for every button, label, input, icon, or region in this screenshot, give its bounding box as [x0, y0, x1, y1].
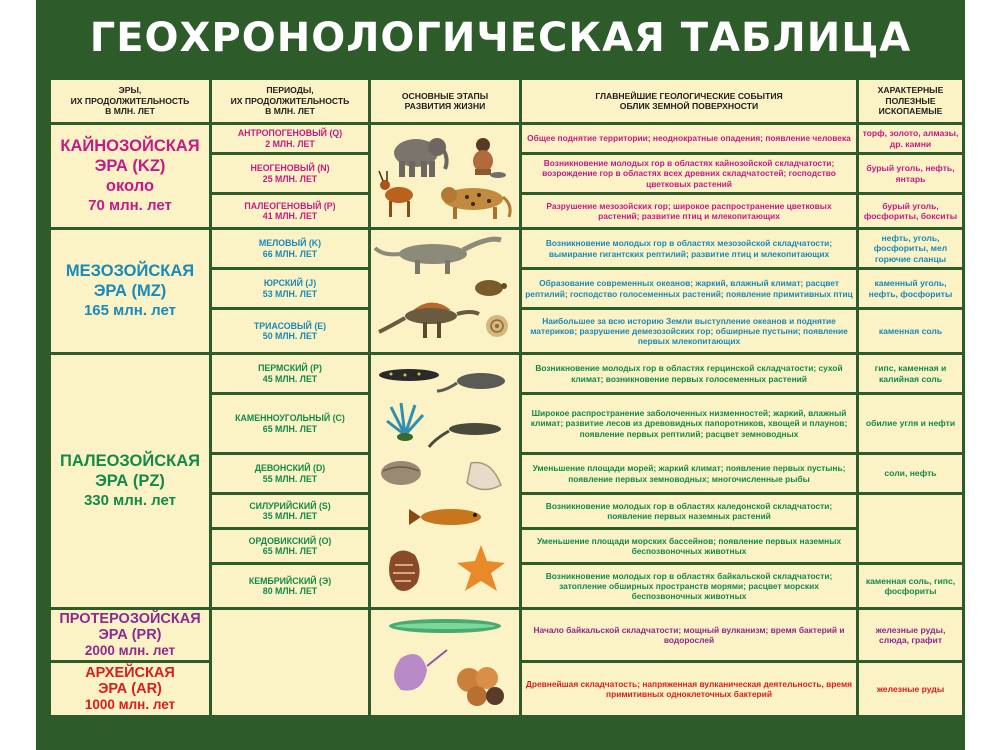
era-name: КАЙНОЗОЙСКАЯ	[60, 137, 200, 155]
event-jurassic	[522, 270, 856, 307]
period-duration: 35 МЛН. ЛЕТ	[262, 511, 318, 521]
minerals-archean	[859, 663, 962, 715]
event-text: Широкое распространение заболоченных низменностей; жаркий, влажный климат; развитие лесов из древовидных папоротников, хвощей и плаунов; появление первых рептилий; расцвет земноводных	[530, 408, 848, 439]
minerals-cretaceous	[859, 230, 962, 267]
period-duration: 55 МЛН. ЛЕТ	[262, 473, 318, 484]
period-duration: 50 МЛН. ЛЕТ	[262, 331, 318, 341]
era-code: ЭРА (PR)	[98, 627, 162, 643]
era-code: ЭРА (KZ)	[94, 157, 166, 175]
period-duration: 65 МЛН. ЛЕТ	[262, 546, 318, 556]
life-cenozoic-illustration	[371, 125, 519, 227]
life-precambrian-illustration	[371, 610, 519, 715]
period-duration: 25 МЛН. ЛЕТ	[262, 173, 318, 184]
era-archean	[51, 663, 209, 715]
starfish-icon	[457, 545, 505, 591]
sauropod-icon	[375, 239, 501, 274]
minerals-text: торф, золото, алмазы, др. камни	[862, 128, 959, 149]
header-minerals-text: ХАРАКТЕРНЫЕ ПОЛЕЗНЫЕ ИСКОПАЕМЫЕ	[877, 85, 944, 117]
event-text: Древнейшая складчатость; напряженная вулканическая деятельность, время примитивных одноклеточных бактерий	[525, 678, 853, 699]
era-duration: 330 млн. лет	[83, 492, 177, 509]
period-name: ОРДОВИКСКИЙ (O)	[248, 535, 332, 546]
period-name: ПЕРМСКИЙ (P)	[258, 363, 322, 373]
event-text: Разрушение мезозойских гор; широкое распространение цветковых растений; развитие птиц и млекопитающих	[546, 200, 832, 221]
period-paleogene	[212, 195, 368, 227]
event-silurian	[522, 495, 856, 527]
header-minerals	[859, 80, 962, 122]
minerals-text: каменная соль, гипс, фосфориты	[865, 575, 956, 596]
era-duration: 2000 млн. лет	[84, 643, 176, 658]
event-anthropogene	[522, 125, 856, 152]
minerals-cambrian	[859, 565, 962, 607]
period-name: ЮРСКИЙ (J)	[263, 278, 317, 288]
minerals-text: каменная соль	[878, 325, 943, 336]
minerals-neogene	[859, 155, 962, 192]
era-duration: 70 млн. лет	[88, 197, 172, 214]
minerals-text: нефть, уголь, фосфориты, мел горючие сланцы	[873, 232, 948, 264]
event-cretaceous	[522, 230, 856, 267]
era-code: ЭРА (MZ)	[93, 282, 167, 300]
event-text: Уменьшение площади морских бассейнов; появление первых наземных беспозвоночных животных	[536, 535, 842, 556]
minerals-permian	[859, 355, 962, 392]
header-events	[522, 80, 856, 122]
period-anthropogene	[212, 125, 368, 152]
brachiopod-icon	[381, 461, 421, 485]
period-duration: 65 МЛН. ЛЕТ	[262, 423, 318, 434]
elephant-icon	[394, 138, 447, 177]
minerals-anthropogene	[859, 125, 962, 152]
spinosaurus-icon	[379, 302, 479, 338]
period-duration: 45 МЛН. ЛЕТ	[262, 373, 318, 384]
header-events-text: ГЛАВНЕЙШИЕ ГЕОЛОГИЧЕСКИЕ СОБЫТИЯ ОБЛИК ЗЕМНОЙ ПОВЕРХНОСТИ	[595, 90, 783, 111]
era-name: ПАЛЕОЗОЙСКАЯ	[60, 452, 200, 470]
period-cretaceous	[212, 230, 368, 267]
era-duration-prefix: около	[105, 177, 155, 195]
period-name: АНТРОПОГЕНОВЫЙ (Q)	[237, 128, 343, 138]
event-archean	[522, 663, 856, 715]
event-devonian	[522, 455, 856, 492]
period-jurassic	[212, 270, 368, 307]
era-cenozoic	[51, 125, 209, 227]
period-name: МЕЛОВЫЙ (K)	[258, 238, 322, 248]
event-text: Уменьшение площади морей; жаркий климат; появление первых пустынь; появление первых земноводных; многочисленные рыбы	[532, 463, 846, 484]
period-cambrian	[212, 565, 368, 607]
geochronology-poster	[36, 0, 965, 750]
period-duration: 66 МЛН. ЛЕТ	[262, 248, 318, 259]
event-cambrian	[522, 565, 856, 607]
minerals-paleogene	[859, 195, 962, 227]
page-title: ГЕОХРОНОЛОГИЧЕСКАЯ ТАБЛИЦА	[89, 15, 912, 61]
event-triassic	[522, 310, 856, 352]
era-paleozoic	[51, 355, 209, 607]
period-name: КАМЕННОУГОЛЬНЫЙ (C)	[235, 413, 345, 423]
period-duration: 2 МЛН. ЛЕТ	[265, 138, 315, 149]
trilobite-icon	[389, 550, 420, 591]
event-text: Возникновение молодых гор в областях кайнозойской складчатости; возрождение гор в областях всех древних складчатостей; господство цветковых растений	[542, 158, 836, 189]
fern-icon	[387, 403, 423, 441]
minerals-text: обилие угля и нефти	[865, 418, 956, 429]
period-devonian	[212, 455, 368, 492]
event-text: Возникновение молодых гор в областях байкальской складчатости; затопление обширных пространств морями; расцвет морских беспозвоночных животных	[545, 570, 833, 602]
header-life	[371, 80, 519, 122]
minerals-text: гипс, каменная и калийная соль	[874, 363, 947, 384]
era-duration: 165 млн. лет	[83, 302, 177, 319]
event-text: Образование современных океанов; жаркий, влажный климат; расцвет рептилий; господство голосеменных растений; появление примитивных птиц	[525, 278, 853, 299]
fish-icon	[409, 509, 481, 525]
period-name: ПАЛЕОГЕНОВЫЙ (P)	[244, 200, 336, 211]
minerals-triassic	[859, 310, 962, 352]
snail-icon	[467, 462, 501, 489]
event-carboniferous	[522, 395, 856, 452]
life-mesozoic-illustration	[371, 230, 519, 352]
period-carboniferous	[212, 395, 368, 452]
early-tetrapod-icon	[437, 373, 505, 391]
header-eras-text: ЭРЫ, ИХ ПРОДОЛЖИТЕЛЬНОСТЬ В МЛН. ЛЕТ	[70, 85, 190, 117]
header-periods-text: ПЕРИОДЫ, ИХ ПРОДОЛЖИТЕЛЬНОСТЬ В МЛН. ЛЕТ	[230, 85, 350, 117]
period-permian	[212, 355, 368, 392]
period-ordovician	[212, 530, 368, 562]
period-name: СИЛУРИЙСКИЙ (S)	[249, 500, 331, 511]
era-duration: 1000 млн. лет	[84, 697, 176, 712]
minerals-text: бурый уголь, нефть, янтарь	[866, 163, 955, 184]
period-name: ТРИАСОВЫЙ (Е)	[253, 320, 327, 331]
lizard-icon	[429, 423, 501, 447]
minerals-proterozoic	[859, 610, 962, 660]
minerals-carboniferous	[859, 395, 962, 452]
period-name: КЕМБРИЙСКИЙ (Э)	[248, 575, 332, 586]
header-periods	[212, 80, 368, 122]
minerals-silurian-ordovician-empty	[859, 495, 962, 562]
era-code: ЭРА (AR)	[98, 681, 162, 697]
event-text: Наибольшее за всю историю Земли выступление океанов и поднятие материков; разрушение демезозойских гор; обширные пустыни; появление первых млекопитающих	[530, 315, 848, 347]
life-paleozoic-illustration	[371, 355, 519, 607]
event-text: Возникновение молодых гор в областях герцинской складчатости; сухой климат; возникновение первых голосеменных растений	[535, 363, 843, 384]
event-ordovician	[522, 530, 856, 562]
era-code: ЭРА (PZ)	[95, 472, 165, 490]
antelope-icon	[379, 171, 413, 217]
protozoa-icon	[394, 650, 447, 691]
event-neogene	[522, 155, 856, 192]
period-name: НЕОГЕНОВЫЙ (N)	[250, 163, 330, 173]
era-name: ПРОТЕРОЗОЙСКАЯ	[59, 611, 201, 627]
period-duration: 80 МЛН. ЛЕТ	[262, 586, 318, 596]
period-silurian	[212, 495, 368, 527]
minerals-text: железные руды, слюда, графит	[875, 624, 946, 645]
period-duration: 53 МЛН. ЛЕТ	[262, 288, 318, 299]
minerals-text: бурый уголь, фосфориты, бокситы	[863, 200, 958, 221]
event-text: Возникновение молодых гор в областях мезозойской складчатости; вымирание гигантских рептилий; развитие птиц и млекопитающих	[545, 238, 833, 259]
era-name: МЕЗОЗОЙСКАЯ	[65, 262, 195, 280]
minerals-text: каменный уголь, нефть, фосфориты	[868, 278, 953, 299]
era-proterozoic	[51, 610, 209, 660]
turtle-icon	[475, 280, 507, 296]
amphibian-icon	[379, 369, 439, 381]
caveman-icon	[473, 138, 506, 178]
period-duration: 41 МЛН. ЛЕТ	[262, 211, 318, 221]
event-text: Начало байкальской складчатости; мощный вулканизм; время бактерий и водорослей	[533, 624, 845, 645]
minerals-text: соли, нефть	[884, 468, 937, 479]
period-empty-precambrian	[212, 610, 368, 715]
jaguar-icon	[441, 187, 510, 219]
minerals-text: железные руды	[876, 683, 945, 694]
header-eras	[51, 80, 209, 122]
era-name: АРХЕЙСКАЯ	[85, 665, 175, 681]
event-permian	[522, 355, 856, 392]
period-name: ДЕВОНСКИЙ (D)	[254, 463, 326, 473]
cell-cluster-icon	[457, 667, 504, 706]
event-text: Общее поднятие территории; неоднократные опадения; появление человека	[527, 133, 851, 144]
event-paleogene	[522, 195, 856, 227]
minerals-devonian	[859, 455, 962, 492]
era-mesozoic	[51, 230, 209, 352]
minerals-jurassic	[859, 270, 962, 307]
event-proterozoic	[522, 610, 856, 660]
ammonite-icon	[486, 315, 508, 337]
event-text: Возникновение молодых гор в областях каледонской складчатости; появление первых наземных растений	[545, 500, 833, 521]
header-life-text: ОСНОВНЫЕ ЭТАПЫ РАЗВИТИЯ ЖИЗНИ	[401, 90, 489, 111]
period-neogene	[212, 155, 368, 192]
period-triassic	[212, 310, 368, 352]
algae-icon	[389, 619, 501, 633]
